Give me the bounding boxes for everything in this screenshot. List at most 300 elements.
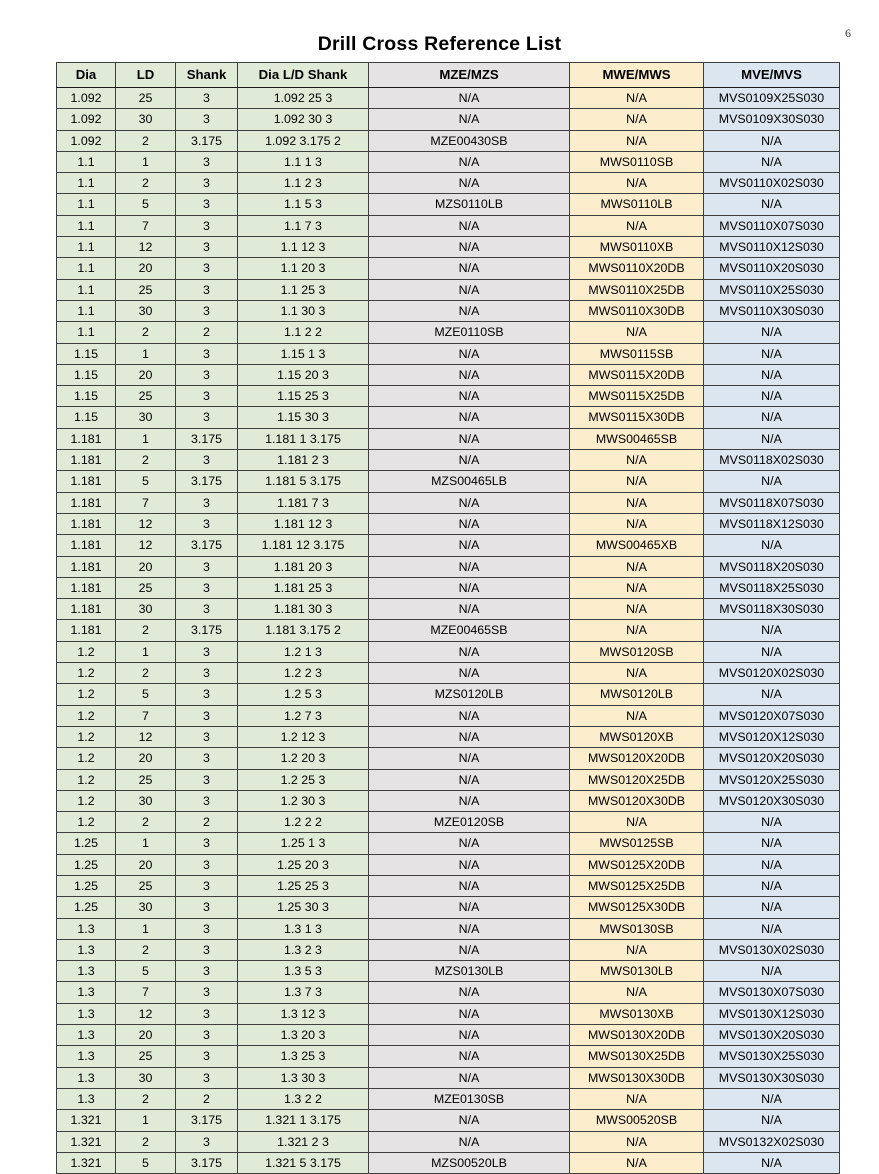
cell-dia: 1.3: [57, 1067, 116, 1088]
cell-dls: 1.1 12 3: [238, 237, 369, 258]
cell-dia: 1.2: [57, 705, 116, 726]
cell-mve: N/A: [704, 386, 840, 407]
cell-shank: 3: [176, 151, 238, 172]
cell-dls: 1.25 1 3: [238, 833, 369, 854]
cell-mze: N/A: [369, 1046, 570, 1067]
cell-mwe: N/A: [570, 1131, 704, 1152]
cell-mwe: N/A: [570, 322, 704, 343]
cell-dia: 1.1: [57, 194, 116, 215]
cell-dls: 1.1 2 3: [238, 173, 369, 194]
cell-mve: MVS0110X02S030: [704, 173, 840, 194]
cell-mve: N/A: [704, 961, 840, 982]
cell-dia: 1.1: [57, 258, 116, 279]
cell-shank: 3: [176, 215, 238, 236]
cell-mze: N/A: [369, 875, 570, 896]
cell-shank: 3: [176, 1046, 238, 1067]
table-row: [57, 961, 840, 982]
cell-dls: 1.3 25 3: [238, 1046, 369, 1067]
cell-ld: 30: [116, 897, 176, 918]
cell-mve: N/A: [704, 641, 840, 662]
cell-mze: N/A: [369, 535, 570, 556]
cell-ld: 30: [116, 599, 176, 620]
cell-shank: 3.175: [176, 535, 238, 556]
table-row: [57, 407, 840, 428]
cell-dia: 1.3: [57, 939, 116, 960]
cell-mze: N/A: [369, 769, 570, 790]
cell-dia: 1.1: [57, 215, 116, 236]
cell-mze: N/A: [369, 215, 570, 236]
cell-ld: 20: [116, 1025, 176, 1046]
cell-mze: N/A: [369, 386, 570, 407]
cell-dls: 1.181 7 3: [238, 492, 369, 513]
cell-mze: MZS0130LB: [369, 961, 570, 982]
cell-dls: 1.2 12 3: [238, 726, 369, 747]
table-row: [57, 854, 840, 875]
cell-ld: 25: [116, 1046, 176, 1067]
cell-mze: N/A: [369, 109, 570, 130]
cell-dls: 1.181 5 3.175: [238, 471, 369, 492]
cell-mve: MVS0120X30S030: [704, 790, 840, 811]
table-row: [57, 300, 840, 321]
cell-dia: 1.2: [57, 812, 116, 833]
table-row: [57, 1152, 840, 1173]
cell-mze: N/A: [369, 1110, 570, 1131]
cell-shank: 3: [176, 1131, 238, 1152]
cell-mze: MZS0110LB: [369, 194, 570, 215]
drill-cross-reference-table: [56, 62, 840, 1174]
cell-dls: 1.321 2 3: [238, 1131, 369, 1152]
cell-mze: N/A: [369, 790, 570, 811]
cell-dls: 1.15 30 3: [238, 407, 369, 428]
cell-mve: MVS0109X25S030: [704, 88, 840, 109]
table-row: [57, 471, 840, 492]
table-row: [57, 1003, 840, 1024]
table-row: [57, 279, 840, 300]
cell-mve: MVS0118X25S030: [704, 577, 840, 598]
cell-mwe: N/A: [570, 130, 704, 151]
cell-mve: N/A: [704, 1088, 840, 1109]
cell-mve: MVS0130X25S030: [704, 1046, 840, 1067]
cell-mve: N/A: [704, 194, 840, 215]
cell-dls: 1.1 1 3: [238, 151, 369, 172]
table-row: [57, 535, 840, 556]
cell-mve: MVS0118X12S030: [704, 513, 840, 534]
cell-ld: 25: [116, 577, 176, 598]
table-row: [57, 215, 840, 236]
cell-mwe: MWS00520SB: [570, 1110, 704, 1131]
cell-dia: 1.1: [57, 322, 116, 343]
cell-ld: 1: [116, 918, 176, 939]
cell-mwe: N/A: [570, 812, 704, 833]
cell-mze: N/A: [369, 833, 570, 854]
cell-ld: 2: [116, 130, 176, 151]
cell-mve: N/A: [704, 812, 840, 833]
cell-ld: 20: [116, 854, 176, 875]
cell-mze: N/A: [369, 663, 570, 684]
cell-shank: 3.175: [176, 1152, 238, 1173]
cell-mwe: MWS0125X25DB: [570, 875, 704, 896]
cell-ld: 2: [116, 1131, 176, 1152]
table-row: [57, 88, 840, 109]
cell-mve: MVS0130X02S030: [704, 939, 840, 960]
table-row: [57, 620, 840, 641]
cell-mwe: N/A: [570, 513, 704, 534]
cell-dls: 1.3 20 3: [238, 1025, 369, 1046]
cell-dia: 1.321: [57, 1152, 116, 1173]
cell-mve: N/A: [704, 151, 840, 172]
cell-ld: 12: [116, 726, 176, 747]
cell-mve: MVS0109X30S030: [704, 109, 840, 130]
cell-shank: 3: [176, 237, 238, 258]
table-row: [57, 109, 840, 130]
table-row: [57, 513, 840, 534]
cell-mwe: MWS0120XB: [570, 726, 704, 747]
cell-mve: N/A: [704, 343, 840, 364]
cell-mve: MVS0130X30S030: [704, 1067, 840, 1088]
cell-mwe: MWS0110XB: [570, 237, 704, 258]
cell-dia: 1.3: [57, 1046, 116, 1067]
cell-mve: MVS0118X07S030: [704, 492, 840, 513]
cell-shank: 3: [176, 556, 238, 577]
cell-mwe: MWS0125X30DB: [570, 897, 704, 918]
cell-mwe: N/A: [570, 1088, 704, 1109]
cell-shank: 3: [176, 173, 238, 194]
cell-mve: N/A: [704, 1110, 840, 1131]
table-header: [57, 63, 840, 88]
cell-shank: 3: [176, 386, 238, 407]
cell-ld: 2: [116, 322, 176, 343]
cell-shank: 3: [176, 109, 238, 130]
cell-mwe: N/A: [570, 939, 704, 960]
cell-dls: 1.2 7 3: [238, 705, 369, 726]
cell-shank: 3: [176, 748, 238, 769]
cell-dia: 1.3: [57, 918, 116, 939]
cell-mze: N/A: [369, 513, 570, 534]
cell-mwe: N/A: [570, 215, 704, 236]
cell-ld: 12: [116, 237, 176, 258]
cell-mze: MZE00430SB: [369, 130, 570, 151]
cell-ld: 5: [116, 194, 176, 215]
cell-ld: 20: [116, 364, 176, 385]
cell-mwe: MWS0110X30DB: [570, 300, 704, 321]
table-row: [57, 897, 840, 918]
cell-shank: 3.175: [176, 620, 238, 641]
drill-cross-reference-table-container: [56, 62, 839, 1174]
cell-dia: 1.181: [57, 428, 116, 449]
cell-shank: 3: [176, 705, 238, 726]
cell-ld: 7: [116, 215, 176, 236]
cell-mve: MVS0110X20S030: [704, 258, 840, 279]
cell-ld: 2: [116, 620, 176, 641]
cell-dia: 1.25: [57, 833, 116, 854]
cell-mwe: N/A: [570, 173, 704, 194]
cell-dls: 1.1 2 2: [238, 322, 369, 343]
cell-dls: 1.15 1 3: [238, 343, 369, 364]
column-header-dls: Dia L/D Shank: [238, 63, 369, 88]
cell-shank: 3: [176, 918, 238, 939]
cell-shank: 3: [176, 492, 238, 513]
cell-mze: N/A: [369, 748, 570, 769]
cell-ld: 7: [116, 705, 176, 726]
cell-shank: 3: [176, 1003, 238, 1024]
cell-mwe: MWS0130XB: [570, 1003, 704, 1024]
cell-mwe: MWS0130SB: [570, 918, 704, 939]
table-row: [57, 364, 840, 385]
cell-ld: 12: [116, 1003, 176, 1024]
cell-mze: N/A: [369, 982, 570, 1003]
cell-mve: N/A: [704, 833, 840, 854]
cell-mze: N/A: [369, 88, 570, 109]
cell-shank: 3: [176, 599, 238, 620]
cell-mze: N/A: [369, 151, 570, 172]
cell-mwe: MWS00465XB: [570, 535, 704, 556]
cell-dia: 1.25: [57, 875, 116, 896]
cell-mwe: N/A: [570, 620, 704, 641]
cell-mve: MVS0120X25S030: [704, 769, 840, 790]
cell-ld: 25: [116, 386, 176, 407]
cell-dls: 1.3 12 3: [238, 1003, 369, 1024]
table-row: [57, 641, 840, 662]
column-header-mve: MVE/MVS: [704, 63, 840, 88]
column-header-dia: Dia: [57, 63, 116, 88]
cell-mwe: MWS0110X25DB: [570, 279, 704, 300]
cell-mze: N/A: [369, 407, 570, 428]
cell-mve: MVS0110X30S030: [704, 300, 840, 321]
cell-mve: N/A: [704, 854, 840, 875]
column-header-shank: Shank: [176, 63, 238, 88]
cell-dls: 1.092 25 3: [238, 88, 369, 109]
table-header-row: [57, 63, 840, 88]
cell-shank: 3: [176, 258, 238, 279]
table-row: [57, 577, 840, 598]
table-row: [57, 450, 840, 471]
cell-dls: 1.3 7 3: [238, 982, 369, 1003]
table-row: [57, 237, 840, 258]
cell-ld: 2: [116, 1088, 176, 1109]
cell-dls: 1.1 5 3: [238, 194, 369, 215]
cell-mwe: N/A: [570, 663, 704, 684]
cell-dia: 1.092: [57, 88, 116, 109]
cell-dia: 1.15: [57, 407, 116, 428]
cell-mve: N/A: [704, 130, 840, 151]
cell-dls: 1.2 5 3: [238, 684, 369, 705]
cell-mze: MZS00465LB: [369, 471, 570, 492]
cell-mwe: MWS0120X20DB: [570, 748, 704, 769]
cell-shank: 2: [176, 812, 238, 833]
cell-dia: 1.25: [57, 854, 116, 875]
cell-ld: 1: [116, 833, 176, 854]
table-row: [57, 812, 840, 833]
cell-dia: 1.15: [57, 386, 116, 407]
cell-shank: 3: [176, 726, 238, 747]
cell-mwe: MWS0120LB: [570, 684, 704, 705]
cell-shank: 3: [176, 854, 238, 875]
cell-dia: 1.2: [57, 790, 116, 811]
cell-dia: 1.1: [57, 151, 116, 172]
cell-mze: N/A: [369, 237, 570, 258]
cell-shank: 2: [176, 1088, 238, 1109]
page-number: 6: [845, 26, 851, 40]
table-row: [57, 386, 840, 407]
cell-mwe: N/A: [570, 109, 704, 130]
cell-dia: 1.1: [57, 237, 116, 258]
cell-mze: N/A: [369, 918, 570, 939]
cell-shank: 3: [176, 982, 238, 1003]
cell-dls: 1.181 30 3: [238, 599, 369, 620]
cell-mze: N/A: [369, 173, 570, 194]
cell-shank: 3: [176, 663, 238, 684]
cell-mwe: MWS0115X25DB: [570, 386, 704, 407]
cell-mze: MZE0120SB: [369, 812, 570, 833]
cell-mze: N/A: [369, 450, 570, 471]
cell-dls: 1.092 3.175 2: [238, 130, 369, 151]
table-row: [57, 492, 840, 513]
cell-dls: 1.181 3.175 2: [238, 620, 369, 641]
cell-mwe: MWS0130X20DB: [570, 1025, 704, 1046]
cell-shank: 3: [176, 407, 238, 428]
cell-mve: N/A: [704, 897, 840, 918]
cell-mze: N/A: [369, 641, 570, 662]
cell-dls: 1.181 20 3: [238, 556, 369, 577]
cell-shank: 3: [176, 833, 238, 854]
cell-ld: 30: [116, 1067, 176, 1088]
cell-dls: 1.321 1 3.175: [238, 1110, 369, 1131]
cell-dia: 1.15: [57, 364, 116, 385]
cell-ld: 2: [116, 812, 176, 833]
cell-mve: MVS0120X02S030: [704, 663, 840, 684]
table-row: [57, 428, 840, 449]
cell-mze: N/A: [369, 854, 570, 875]
table-row: [57, 982, 840, 1003]
table-row: [57, 1131, 840, 1152]
cell-mze: MZE0110SB: [369, 322, 570, 343]
cell-shank: 3: [176, 769, 238, 790]
cell-mwe: N/A: [570, 982, 704, 1003]
cell-dls: 1.2 20 3: [238, 748, 369, 769]
cell-mwe: MWS00465SB: [570, 428, 704, 449]
cell-dia: 1.3: [57, 961, 116, 982]
cell-mwe: MWS0130X30DB: [570, 1067, 704, 1088]
cell-shank: 3: [176, 364, 238, 385]
cell-mve: N/A: [704, 1152, 840, 1173]
cell-dia: 1.25: [57, 897, 116, 918]
cell-mwe: N/A: [570, 471, 704, 492]
cell-dia: 1.2: [57, 663, 116, 684]
cell-mwe: MWS0130LB: [570, 961, 704, 982]
cell-ld: 5: [116, 684, 176, 705]
cell-dls: 1.3 2 3: [238, 939, 369, 960]
cell-mwe: N/A: [570, 450, 704, 471]
cell-mwe: N/A: [570, 556, 704, 577]
cell-mze: MZE0130SB: [369, 1088, 570, 1109]
cell-mze: N/A: [369, 897, 570, 918]
cell-shank: 3: [176, 343, 238, 364]
table-row: [57, 194, 840, 215]
cell-mve: MVS0110X07S030: [704, 215, 840, 236]
cell-shank: 3: [176, 641, 238, 662]
cell-dia: 1.181: [57, 620, 116, 641]
cell-mze: N/A: [369, 1003, 570, 1024]
cell-dls: 1.2 1 3: [238, 641, 369, 662]
cell-ld: 25: [116, 88, 176, 109]
table-row: [57, 769, 840, 790]
cell-mze: N/A: [369, 726, 570, 747]
cell-ld: 5: [116, 471, 176, 492]
cell-dls: 1.25 25 3: [238, 875, 369, 896]
cell-mve: N/A: [704, 535, 840, 556]
cell-mze: N/A: [369, 364, 570, 385]
cell-mwe: MWS0115X20DB: [570, 364, 704, 385]
cell-ld: 2: [116, 450, 176, 471]
cell-mve: MVS0118X20S030: [704, 556, 840, 577]
cell-dls: 1.2 25 3: [238, 769, 369, 790]
cell-ld: 1: [116, 641, 176, 662]
cell-ld: 25: [116, 279, 176, 300]
cell-mwe: N/A: [570, 577, 704, 598]
cell-dia: 1.181: [57, 471, 116, 492]
table-row: [57, 258, 840, 279]
cell-mve: N/A: [704, 428, 840, 449]
table-row: [57, 790, 840, 811]
cell-dia: 1.3: [57, 1088, 116, 1109]
cell-dia: 1.181: [57, 599, 116, 620]
cell-mze: N/A: [369, 577, 570, 598]
cell-mve: N/A: [704, 471, 840, 492]
cell-shank: 3: [176, 194, 238, 215]
cell-mwe: MWS0125X20DB: [570, 854, 704, 875]
cell-mwe: N/A: [570, 492, 704, 513]
cell-dls: 1.181 12 3: [238, 513, 369, 534]
table-row: [57, 173, 840, 194]
cell-mwe: N/A: [570, 1152, 704, 1173]
cell-mwe: MWS0120X30DB: [570, 790, 704, 811]
table-row: [57, 130, 840, 151]
cell-mwe: MWS0110X20DB: [570, 258, 704, 279]
cell-mwe: MWS0130X25DB: [570, 1046, 704, 1067]
cell-ld: 2: [116, 173, 176, 194]
cell-mve: N/A: [704, 620, 840, 641]
cell-dls: 1.181 2 3: [238, 450, 369, 471]
cell-mwe: MWS0125SB: [570, 833, 704, 854]
cell-mve: N/A: [704, 875, 840, 896]
cell-mze: N/A: [369, 1025, 570, 1046]
cell-dia: 1.2: [57, 684, 116, 705]
cell-mze: N/A: [369, 492, 570, 513]
column-header-ld: LD: [116, 63, 176, 88]
cell-mve: MVS0118X30S030: [704, 599, 840, 620]
table-row: [57, 833, 840, 854]
cell-mwe: N/A: [570, 88, 704, 109]
cell-shank: 3: [176, 1067, 238, 1088]
cell-dia: 1.181: [57, 535, 116, 556]
cell-mve: N/A: [704, 918, 840, 939]
cell-dls: 1.3 2 2: [238, 1088, 369, 1109]
cell-dls: 1.3 30 3: [238, 1067, 369, 1088]
cell-dia: 1.181: [57, 556, 116, 577]
column-header-mze: MZE/MZS: [369, 63, 570, 88]
cell-shank: 3: [176, 897, 238, 918]
cell-mwe: MWS0120X25DB: [570, 769, 704, 790]
cell-ld: 25: [116, 875, 176, 896]
table-row: [57, 663, 840, 684]
cell-dia: 1.3: [57, 982, 116, 1003]
cell-shank: 3: [176, 577, 238, 598]
cell-mze: MZS00520LB: [369, 1152, 570, 1173]
cell-shank: 3: [176, 450, 238, 471]
cell-dia: 1.321: [57, 1131, 116, 1152]
cell-shank: 3: [176, 875, 238, 896]
cell-dls: 1.1 25 3: [238, 279, 369, 300]
